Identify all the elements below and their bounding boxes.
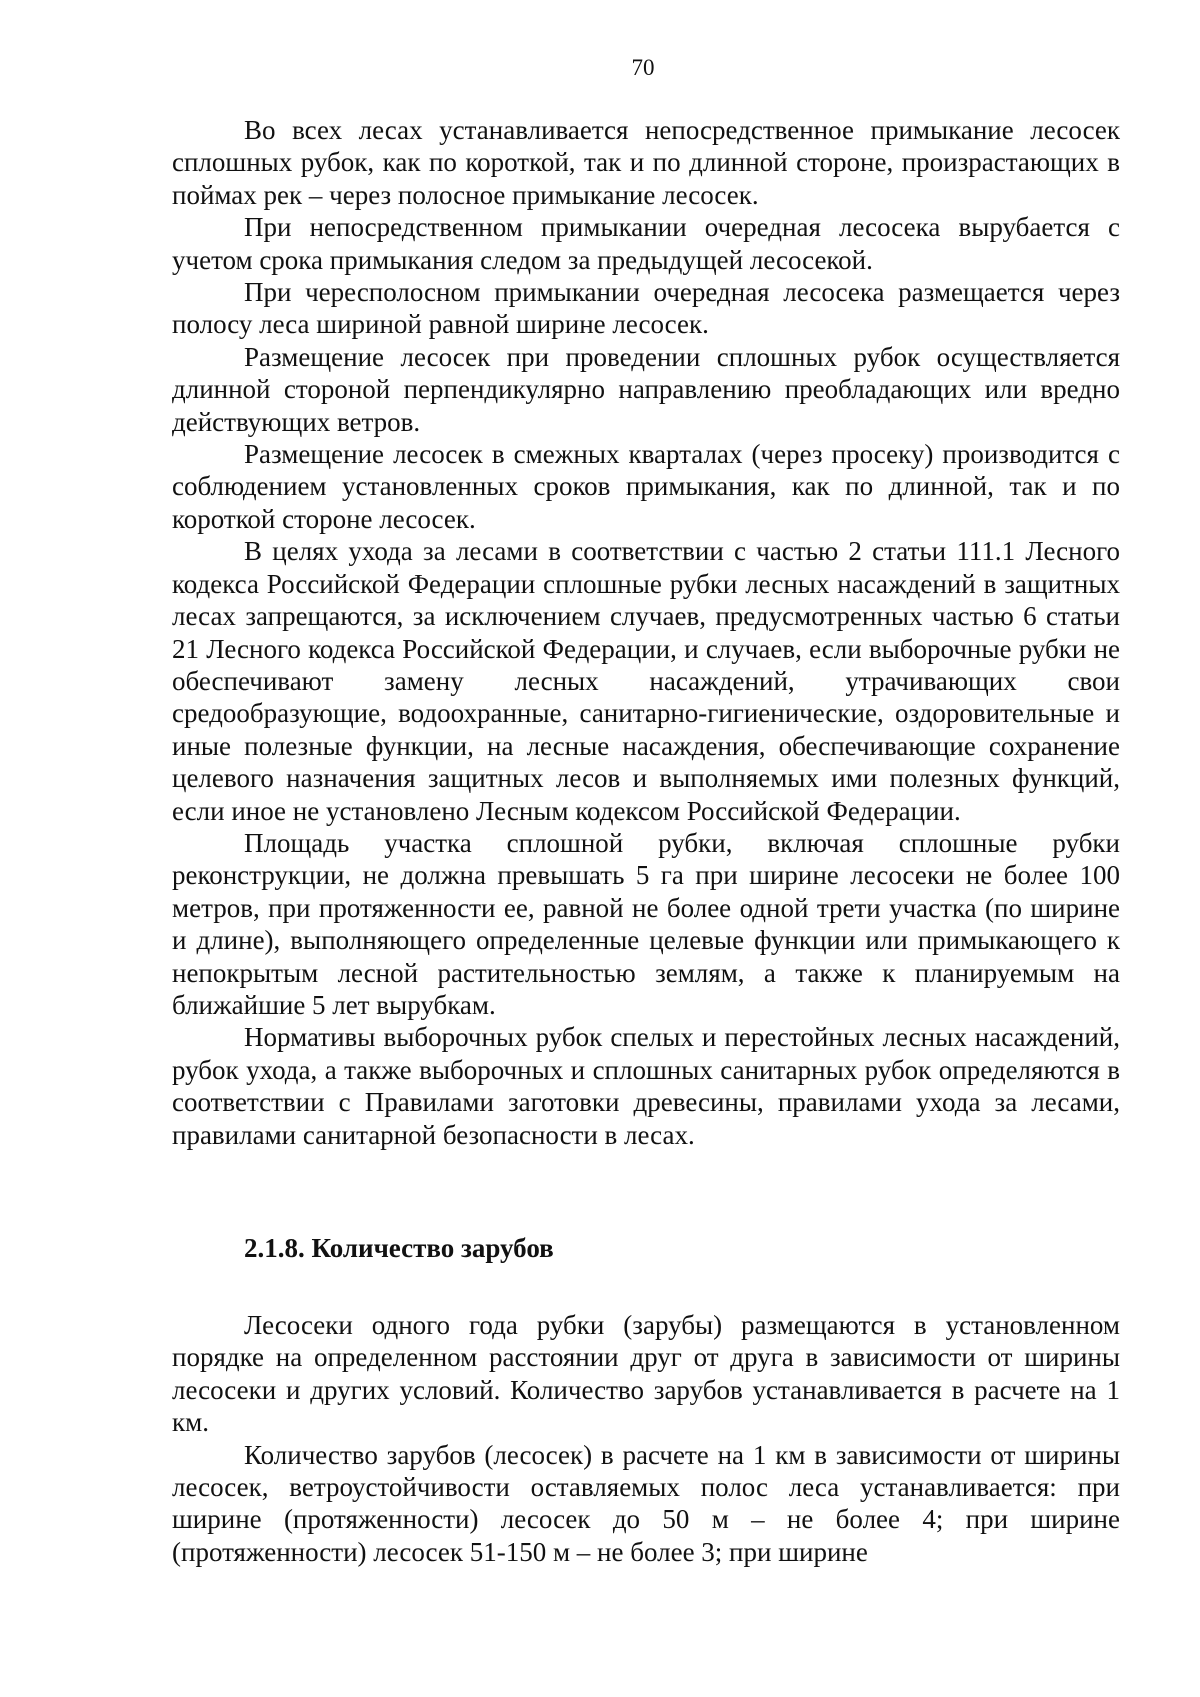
text-section-2-1-8 — [172, 1309, 1120, 1568]
paragraph: При непосредственном примыкании очередная лесосека вырубается с учетом срока примыкания следом за предыдущей лесосекой. — [172, 212, 1120, 275]
page-number: 70 — [631, 55, 655, 80]
section-heading: 2.1.8. Количество зарубов — [244, 1233, 554, 1263]
paragraph: Нормативы выборочных рубок спелых и перестойных лесных насаждений, рубок ухода, а также выборочных и сплошных санитарных рубок определяются в соответствии с Правилами заготовки древесины, правилами ухода за лесами, правилами санитарной безопасности в лесах. — [172, 1022, 1120, 1150]
paragraph: Размещение лесосек при проведении сплошных рубок осуществляется длинной стороной перпендикулярно направлению преобладающих или вредно действующих ветров. — [172, 341, 1120, 437]
paragraph: При чересполосном примыкании очередная лесосека размещается через полосу леса шириной равной ширине лесосек. — [172, 277, 1120, 340]
paragraph: Количество зарубов (лесосек) в расчете на 1 км в зависимости от ширины лесосек, ветроустойчивости оставляемых полос леса устанавливается: при ширине (протяженности) лесосек до 50 м – не более 4; при ширине (протяженности) лесосек 51-150 м – не более 3; при ширине — [172, 1439, 1120, 1567]
paragraph: Размещение лесосек в смежных кварталах (через просеку) производится с соблюдением установленных сроков примыкания, как по длинной, так и по короткой стороне лесосек. — [172, 439, 1120, 534]
paragraph: Во всех лесах устанавливается непосредственное примыкание лесосек сплошных рубок, как по короткой, так и по длинной стороне, произрастающих в поймах рек – через полосное примыкание лесосек. — [172, 115, 1120, 210]
paragraph: В целях ухода за лесами в соответствии с частью 2 статьи 111.1 Лесного кодекса Российской Федерации сплошные рубки лесных насаждений в защитных лесах запрещаются, за исключением случаев, предусмотренных частью 6 статьи 21 Лесного кодекса Российской Федерации, и случаев, если выборочные рубки не обеспечивают замену лесных насаждений, утрачивающих свои средообразующие, водоохранные, санитарно-гигиенические, оздоровительные и иные полезные функции, на лесные насаждения, обеспечивающие сохранение целевого назначения защитных лесов и выполняемых ими полезных функций, если иное не установлено Лесным кодексом Российской Федерации. — [172, 536, 1120, 826]
paragraph: Лесосеки одного года рубки (зарубы) размещаются в установленном порядке на определенном расстоянии друг от друга в зависимости от ширины лесосеки и других условий. Количество зарубов устанавливается в расчете на 1 км. — [172, 1310, 1120, 1438]
text-section-before — [172, 114, 1120, 1151]
paragraph: Площадь участка сплошной рубки, включая сплошные рубки реконструкции, не должна превышать 5 га при ширине лесосеки не более 100 метров, при протяженности ее, равной не более одной трети участка (по ширине и длине), выполняющего определенные целевые функции или примыкающего к непокрытым лесной растительностью землям, а также к планируемым на ближайшие 5 лет вырубкам. — [172, 827, 1120, 1020]
